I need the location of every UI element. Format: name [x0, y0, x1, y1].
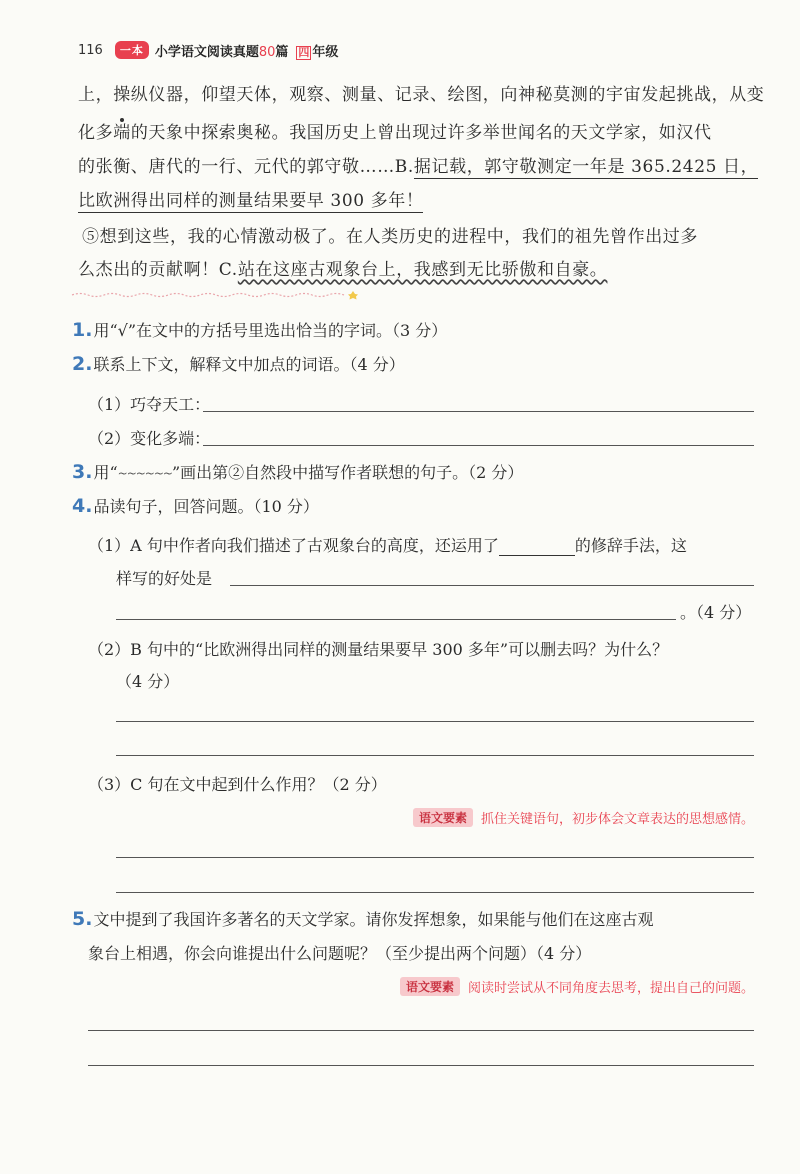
dotted-char: 端 — [113, 123, 131, 143]
question-number: 3. — [72, 461, 93, 483]
tip-1 — [413, 808, 754, 827]
answer-line[interactable] — [203, 445, 754, 446]
question-number: 5. — [72, 908, 93, 930]
grade-box: 四 — [298, 45, 310, 59]
question-number: 1. — [72, 319, 93, 341]
passage-line-5: ⑤想到这些，我的心情激动极了。在人类历史的进程中，我们的祖先曾作出过多 — [82, 227, 698, 247]
question-number: 2. — [72, 353, 93, 375]
question-text: 用“ — [93, 463, 118, 482]
page-number: 116 — [78, 42, 103, 58]
question-1 — [72, 318, 447, 341]
passage-text: 的天象中探索奥秘。我国历史上曾出现过许多举世闻名的天文学家，如汉代 — [130, 123, 712, 143]
sentence-c: 站在这座古观象台上，我感到无比骄傲和自豪。 — [237, 260, 608, 280]
question-text: 文中提到了我国许多著名的天文学家。请你发挥想象，如果能与他们在这座古观 — [93, 910, 654, 929]
book-title-main: 小学语文阅读真题 — [154, 44, 259, 60]
answer-line[interactable] — [116, 892, 754, 893]
question-4-1-cont: 样写的好处是 — [116, 569, 213, 588]
passage-line-4 — [78, 186, 423, 211]
page-header — [78, 40, 338, 60]
question-text: 联系上下文，解释文中加点的词语。（4 分） — [93, 355, 405, 374]
section-divider — [70, 290, 360, 300]
question-text: 的修辞手法，这 — [574, 536, 687, 555]
answer-line[interactable] — [88, 1030, 754, 1031]
book-title-suffix: 篇 — [275, 44, 289, 60]
wavy-line-mark: ~~~~~~ — [117, 466, 172, 481]
question-number: 4. — [72, 495, 93, 517]
sentence-b: 据记载，郭守敬测定一年是 365.2425 日， — [413, 157, 759, 177]
passage-line-1: 上，操纵仪器，仰望天体，观察、测量、记录、绘图，向神秘莫测的宇宙发起挑战，从变 — [78, 85, 765, 105]
question-text: （1）A 句中作者向我们描述了古观象台的高度，还运用了 — [88, 536, 499, 555]
question-2-2: （2）变化多端： — [88, 429, 211, 448]
star-icon — [348, 291, 358, 300]
passage-text: 的张衡、唐代的一行、元代的郭守敬……B. — [78, 157, 414, 177]
tip-tag: 语文要素 — [400, 977, 460, 996]
tip-2 — [400, 977, 754, 996]
tip-text: 抓住关键语句，初步体会文章表达的思想感情。 — [480, 812, 754, 827]
dotted-word-part: 化多 — [78, 123, 114, 143]
brand-badge: 一本 — [115, 41, 149, 59]
answer-line[interactable] — [203, 411, 754, 412]
answer-line[interactable] — [116, 755, 754, 756]
grade-label — [296, 41, 338, 60]
tip-tag: 语文要素 — [413, 808, 473, 827]
question-4-1 — [88, 533, 687, 556]
grade-rest: 年级 — [312, 44, 339, 60]
passage-line-2 — [78, 118, 712, 143]
answer-line[interactable] — [116, 619, 676, 620]
question-4-3: （3）C 句在文中起到什么作用？（2 分） — [88, 775, 387, 794]
answer-line[interactable] — [116, 857, 754, 858]
book-title-number: 80 — [258, 44, 276, 60]
answer-line[interactable] — [230, 585, 754, 586]
book-title — [155, 41, 289, 60]
question-4-2-points: （4 分） — [116, 672, 180, 691]
question-2-1: （1）巧夺天工： — [88, 395, 211, 414]
fill-blank[interactable] — [499, 536, 575, 556]
points-label: 。（4 分） — [680, 603, 752, 622]
question-2 — [72, 352, 405, 375]
question-4-2: （2）B 句中的“比欧洲得出同样的测量结果要早 300 多年”可以删去吗？为什么？ — [88, 640, 669, 659]
answer-line[interactable] — [116, 721, 754, 722]
question-text: 用“√”在文中的方括号里选出恰当的字词。（3 分） — [93, 321, 448, 340]
passage-text: 么杰出的贡献啊！C. — [78, 260, 238, 280]
question-4 — [72, 494, 319, 517]
passage-line-6 — [78, 255, 607, 280]
question-text: ”画出第②自然段中描写作者联想的句子。（2 分） — [171, 463, 524, 482]
answer-line[interactable] — [88, 1065, 754, 1066]
passage-line-3 — [78, 152, 758, 177]
question-5-cont: 象台上相遇，你会向谁提出什么问题呢？（至少提出两个问题）（4 分） — [88, 944, 592, 963]
question-text: 品读句子，回答问题。（10 分） — [93, 497, 319, 516]
question-5 — [72, 907, 653, 930]
tip-text: 阅读时尝试从不同角度去思考，提出自己的问题。 — [467, 981, 754, 996]
question-3 — [72, 460, 523, 483]
sentence-b-cont: 比欧洲得出同样的测量结果要早 300 多年！ — [78, 191, 424, 211]
